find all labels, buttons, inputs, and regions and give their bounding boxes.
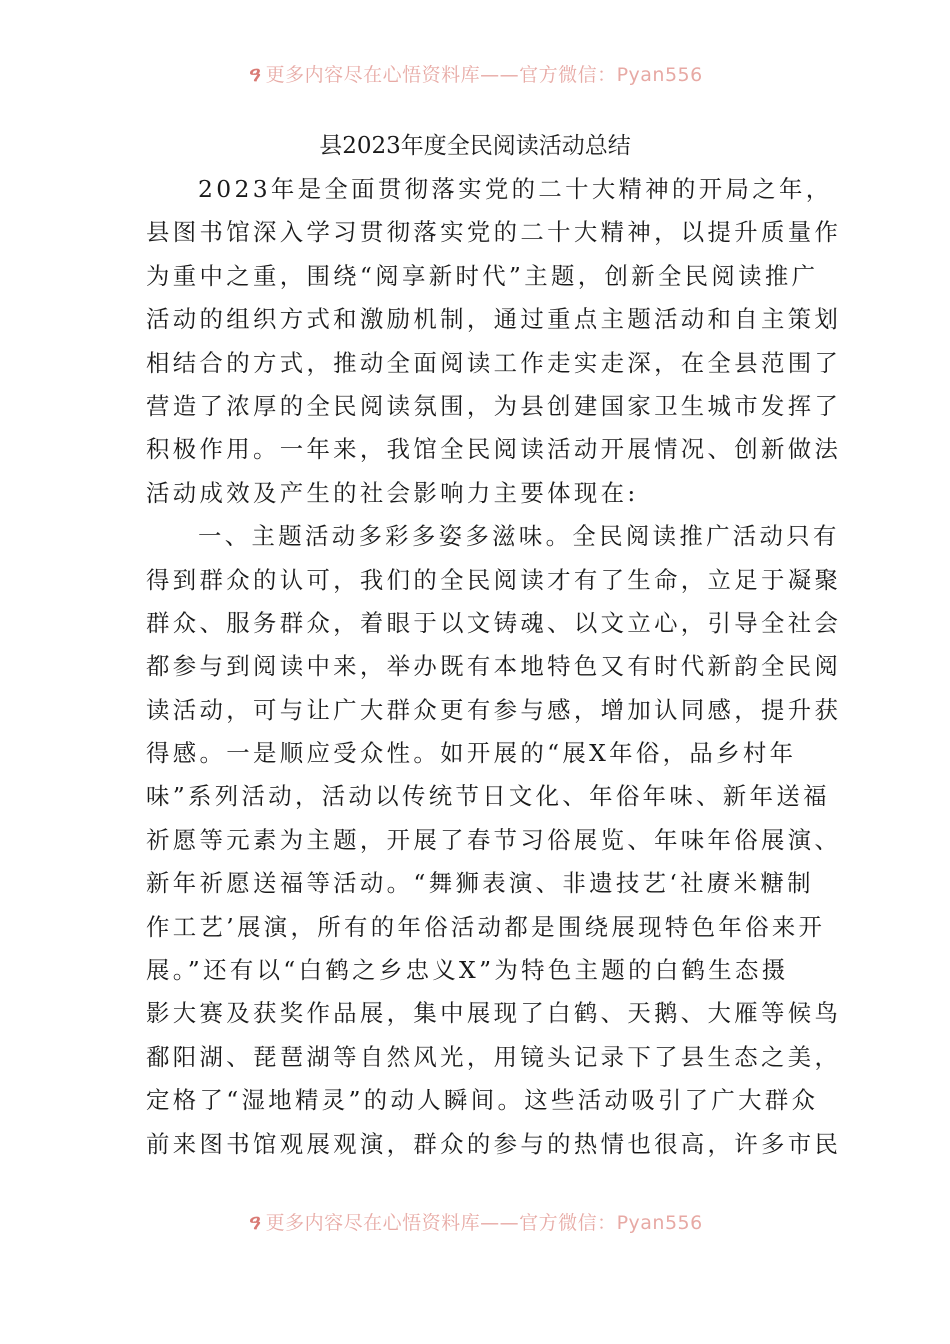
paragraph-line: 展。”还有以“白鹤之乡忠义X”为特色主题的白鹤生态摄: [146, 956, 789, 985]
paragraph-line: 作工艺’展演，所有的年俗活动都是围绕展现特色年俗来开: [146, 912, 826, 941]
paragraph-line: 2023年是全面贯彻落实党的二十大精神的开局之年，: [198, 175, 833, 203]
paragraph-line: 为重中之重，围绕“阅享新时代”主题，创新全民阅读推广: [146, 261, 819, 290]
watermark-logo-icon: ዓ: [247, 1210, 260, 1234]
paragraph-line: 积极作用。一年来，我馆全民阅读活动开展情况、创新做法: [146, 435, 842, 464]
paragraph-line: 鄱阳湖、琵琶湖等自然风光，用镜头记录下了县生态之美，: [146, 1042, 842, 1071]
watermark-logo-icon: ዓ: [247, 62, 260, 86]
watermark-footer: [0, 1208, 950, 1235]
paragraph-line: 县图书馆深入学习贯彻落实党的二十大精神，以提升质量作: [146, 218, 842, 247]
document-body: [146, 168, 842, 1166]
paragraph-line: 一、主题活动多彩多姿多滋味。全民阅读推广活动只有: [198, 522, 840, 551]
watermark-header: [0, 60, 950, 87]
paragraph-line: 新年祈愿送福等活动。“舞狮表演、非遗技艺‘社赓米糖制: [146, 869, 814, 898]
paragraph-line: 活动的组织方式和激励机制，通过重点主题活动和自主策划: [146, 305, 842, 334]
paragraph-line: 活动成效及产生的社会影响力主要体现在:: [146, 478, 639, 507]
paragraph-line: 都参与到阅读中来，举办既有本地特色又有时代新韵全民阅: [146, 652, 842, 681]
paragraph-line: 影大赛及获奖作品展，集中展现了白鹤、天鹅、大雁等候鸟: [146, 999, 842, 1028]
paragraph-line: 得感。一是顺应受众性。如开展的“展X年俗，品乡村年: [146, 739, 797, 768]
paragraph-line: 祈愿等元素为主题，开展了春节习俗展览、年味年俗展演、: [146, 825, 842, 854]
paragraph-line: 得到群众的认可，我们的全民阅读才有了生命，立足于凝聚: [146, 565, 842, 594]
paragraph-line: 读活动，可与让广大群众更有参与感，增加认同感，提升获: [146, 695, 842, 724]
paragraph-line: 营造了浓厚的全民阅读氛围，为县创建国家卫生城市发挥了: [146, 391, 842, 420]
paragraph-line: 相结合的方式，推动全面阅读工作走实走深，在全县范围了: [146, 348, 842, 377]
paragraph-line: 群众、服务群众，着眼于以文铸魂、以文立心，引导全社会: [146, 608, 842, 637]
document-title: 县2023年度全民阅读活动总结: [319, 133, 631, 159]
paragraph-line: 前来图书馆观展观演，群众的参与的热情也很高，许多市民: [146, 1129, 842, 1158]
paragraph-line: 味”系列活动，活动以传统节日文化、年俗年味、新年送福: [146, 782, 830, 811]
watermark-text: 更多内容尽在心悟资料库——官方微信：Pyan556: [265, 64, 703, 86]
watermark-text: 更多内容尽在心悟资料库——官方微信：Pyan556: [265, 1212, 703, 1234]
paragraph-line: 定格了“湿地精灵”的动人瞬间。这些活动吸引了广大群众: [146, 1086, 819, 1115]
